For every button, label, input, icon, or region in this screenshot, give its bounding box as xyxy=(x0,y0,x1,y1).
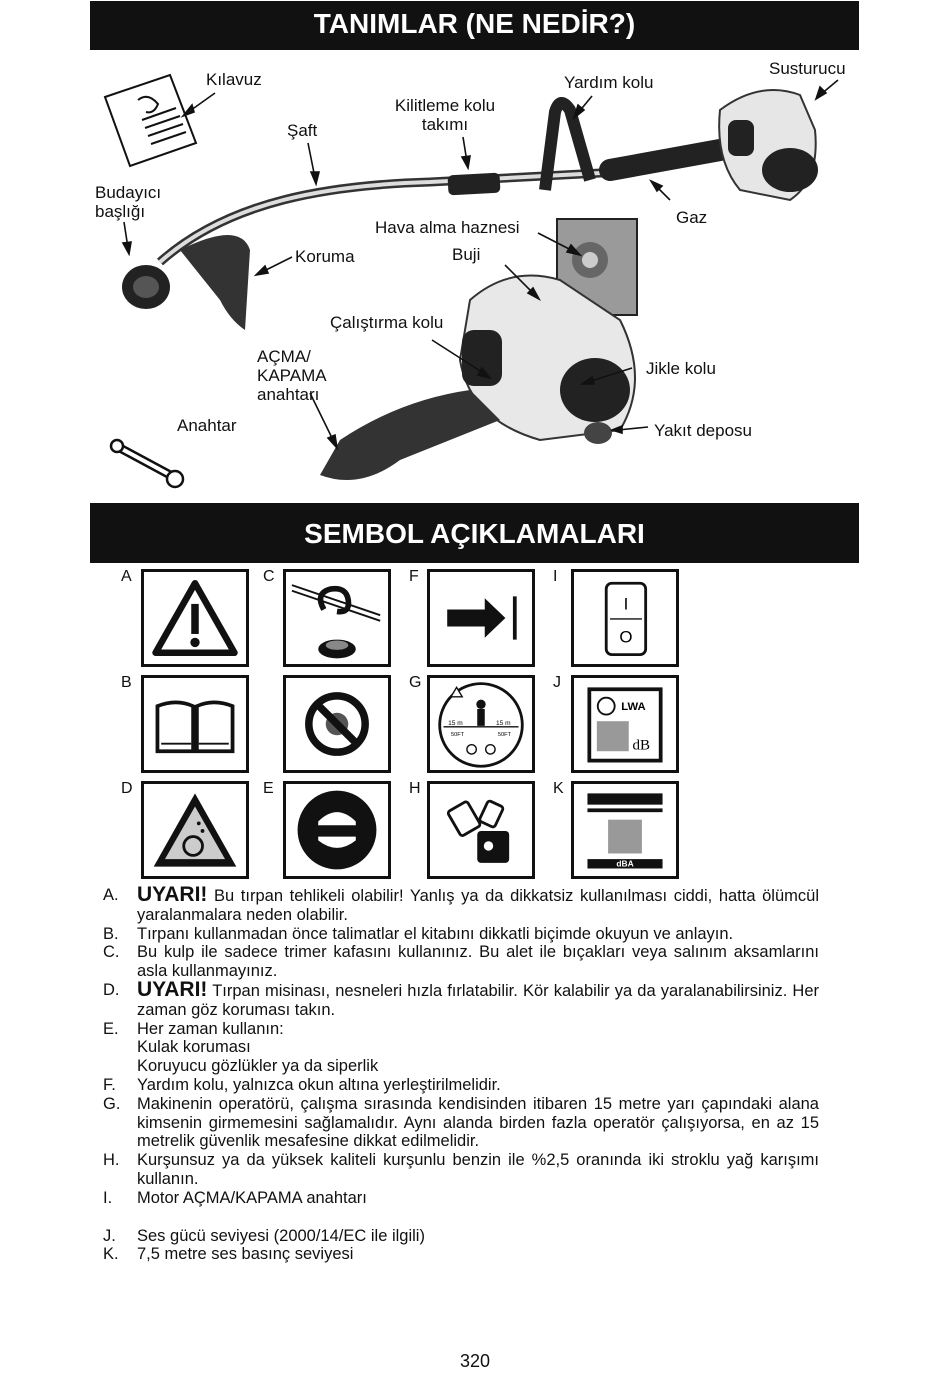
symbol-letter-h: H xyxy=(409,780,421,797)
label-shaft: Şaft xyxy=(287,121,318,140)
description-text: 7,5 metre ses basınç seviyesi xyxy=(137,1245,354,1264)
manual-illustration xyxy=(105,75,196,166)
description-key: J. xyxy=(103,1226,116,1245)
description-key: B. xyxy=(103,924,119,943)
description-text: Kurşunsuz ya da yüksek kaliteli kurşunlu benzin ile %2,5 oranında iki stroklu yağ karışımı kullanın. xyxy=(137,1151,819,1188)
description-key: K. xyxy=(103,1245,119,1264)
engine-upper-illustration xyxy=(719,90,818,200)
symbol-a-warning xyxy=(141,569,249,667)
description-c xyxy=(103,943,819,981)
label-switch-line3: anahtarı xyxy=(257,385,320,404)
symbol-b-read-manual xyxy=(141,675,249,773)
safety-distance-icon xyxy=(430,678,532,770)
distance-m-left: 15 m xyxy=(448,719,463,727)
switch-on-symbol: I xyxy=(623,594,629,614)
label-choke: Jikle kolu xyxy=(646,359,716,378)
description-key: C. xyxy=(103,943,120,962)
no-blade-icon xyxy=(286,678,388,770)
label-starter: Çalıştırma kolu xyxy=(330,313,444,332)
description-k xyxy=(103,1245,819,1264)
warning-label: UYARI! xyxy=(137,977,208,1001)
label-manual: Kılavuz xyxy=(206,70,262,89)
description-text: Ses gücü seviyesi (2000/14/EC ile ilgili) xyxy=(137,1226,425,1245)
trimmer-head-illustration xyxy=(122,235,250,330)
section-title-parts: TANIMLAR (NE NEDİR?) xyxy=(90,1,859,50)
symbol-letter-j: J xyxy=(553,674,561,691)
description-extra-eye: Koruyucu gözlükler ya da siperlik xyxy=(137,1057,379,1076)
description-h xyxy=(103,1151,819,1189)
label-lock-assembly xyxy=(385,96,505,134)
wrench-illustration xyxy=(111,440,183,487)
description-text: Her zaman kullanın: xyxy=(137,1019,284,1038)
fuel-mix-icon xyxy=(430,784,532,876)
description-text: Bu tırpan tehlikeli olabilir! Yanlış ya da dikkatsiz kullanılması ciddi, hatta ölümcül yaralanmalara neden olabilir. xyxy=(137,887,819,924)
label-trimmer-head-line1: Budayıcı xyxy=(95,183,162,202)
on-off-switch-icon xyxy=(574,572,676,664)
goggles-earmuffs-icon xyxy=(286,784,388,876)
description-e xyxy=(103,1020,819,1076)
symbol-d-thrown-objects xyxy=(141,781,249,879)
description-text: Bu kulp ile sadece trimer kafasını kullanınız. Bu alet ile bıçakları veya salınım aksamlarını asla kullanmayınız. xyxy=(137,943,819,981)
symbol-letter-e: E xyxy=(263,780,274,797)
engine-lower-illustration xyxy=(320,276,635,481)
distance-m-right: 15 m xyxy=(496,719,511,727)
description-j xyxy=(103,1227,819,1246)
description-b xyxy=(103,925,819,944)
sound-power-icon xyxy=(574,678,676,770)
symbol-letter-k: K xyxy=(553,780,564,797)
symbol-j-sound-power xyxy=(571,675,679,773)
arrow-right-icon xyxy=(430,572,532,664)
symbol-e-eye-ear-protection xyxy=(283,781,391,879)
description-d xyxy=(103,977,819,1020)
symbol-letter-f: F xyxy=(409,568,419,585)
symbol-letter-d: D xyxy=(121,780,133,797)
db-text: dB xyxy=(632,737,651,754)
warning-label: UYARI! xyxy=(137,883,208,906)
symbol-g-safety-distance xyxy=(427,675,535,773)
symbol-k-sound-pressure xyxy=(571,781,679,879)
label-wrench: Anahtar xyxy=(177,416,237,435)
symbol-letter-a: A xyxy=(121,568,132,585)
switch-off-symbol: O xyxy=(619,627,633,647)
label-switch-line2: KAPAMA xyxy=(257,366,327,385)
description-key: D. xyxy=(103,980,120,999)
warning-triangle-icon xyxy=(144,572,246,664)
label-on-off-switch xyxy=(257,347,327,404)
open-book-icon xyxy=(144,678,246,770)
label-guard: Koruma xyxy=(295,247,355,266)
description-a xyxy=(103,883,819,925)
symbol-f-handle-position xyxy=(427,569,535,667)
dba-text: dBA xyxy=(616,858,634,869)
description-text: Tırpanı kullanmadan önce talimatlar el kitabını dikkatli biçimde okuyun ve anlayın. xyxy=(137,924,734,943)
thrown-objects-warning-icon xyxy=(144,784,246,876)
description-text: Tırpan misinası, nesneleri hızla fırlatabilir. Kör kalabilir ya da yaralanabilirsiniz. Her zaman göz koruması takın. xyxy=(137,981,819,1019)
lwa-text: LWA xyxy=(621,700,646,713)
label-trimmer-head xyxy=(95,183,161,221)
symbol-c-trimmer-head-only xyxy=(283,569,391,667)
description-text: Makinenin operatörü, çalışma sırasında kendisinden itibaren 15 metre yarı çapındaki alana kimsenin girmemesini sağlamalıdır. Aynı alanda birden fazla operatör çalışıyorsa, en az 15 metrelik güvenlik mesafesine dikkat edilmelidir. xyxy=(137,1094,819,1151)
symbol-i-on-off-switch xyxy=(571,569,679,667)
symbol-letter-i: I xyxy=(553,568,558,585)
description-g xyxy=(103,1095,819,1151)
page-number: 320 xyxy=(459,1351,491,1371)
symbol-h-fuel-mix xyxy=(427,781,535,879)
label-switch-line1: AÇMA/ xyxy=(257,347,311,366)
label-throttle: Gaz xyxy=(676,208,708,227)
description-key: H. xyxy=(103,1151,120,1170)
symbol-letter-g: G xyxy=(409,674,422,691)
label-lock-line1: Kilitleme kolu xyxy=(394,96,496,115)
symbol-c2-no-blade xyxy=(283,675,391,773)
symbol-letter-c: C xyxy=(263,568,275,585)
section-title-symbols: SEMBOL AÇIKLAMALARI xyxy=(90,503,859,563)
label-lock-line2: takımı xyxy=(421,115,469,134)
description-extra-ear: Kulak koruması xyxy=(137,1038,251,1057)
description-text: Yardım kolu, yalnızca okun altına yerleştirilmelidir. xyxy=(137,1075,501,1094)
symbol-descriptions xyxy=(103,883,819,1264)
distance-ft-right: 50FT xyxy=(497,732,512,739)
description-key: E. xyxy=(103,1019,119,1038)
description-key: F. xyxy=(103,1075,116,1094)
description-text: Motor AÇMA/KAPAMA anahtarı xyxy=(137,1188,367,1207)
description-i xyxy=(103,1189,819,1208)
description-key: I. xyxy=(103,1188,113,1207)
trimmer-head-icon xyxy=(286,572,388,664)
label-trimmer-head-line2: başlığı xyxy=(95,202,146,221)
label-muffler: Susturucu xyxy=(769,59,846,78)
symbol-letter-b: B xyxy=(121,674,132,691)
label-air-intake: Hava alma haznesi xyxy=(375,218,520,237)
description-key: A. xyxy=(103,886,119,904)
sound-pressure-icon xyxy=(574,784,676,876)
distance-ft-left: 50FT xyxy=(450,732,465,739)
label-fuel-tank: Yakıt deposu xyxy=(654,421,752,440)
description-f xyxy=(103,1076,819,1095)
label-assist-handle: Yardım kolu xyxy=(564,73,654,92)
label-spark-plug: Buji xyxy=(452,245,481,264)
description-key: G. xyxy=(103,1094,121,1113)
